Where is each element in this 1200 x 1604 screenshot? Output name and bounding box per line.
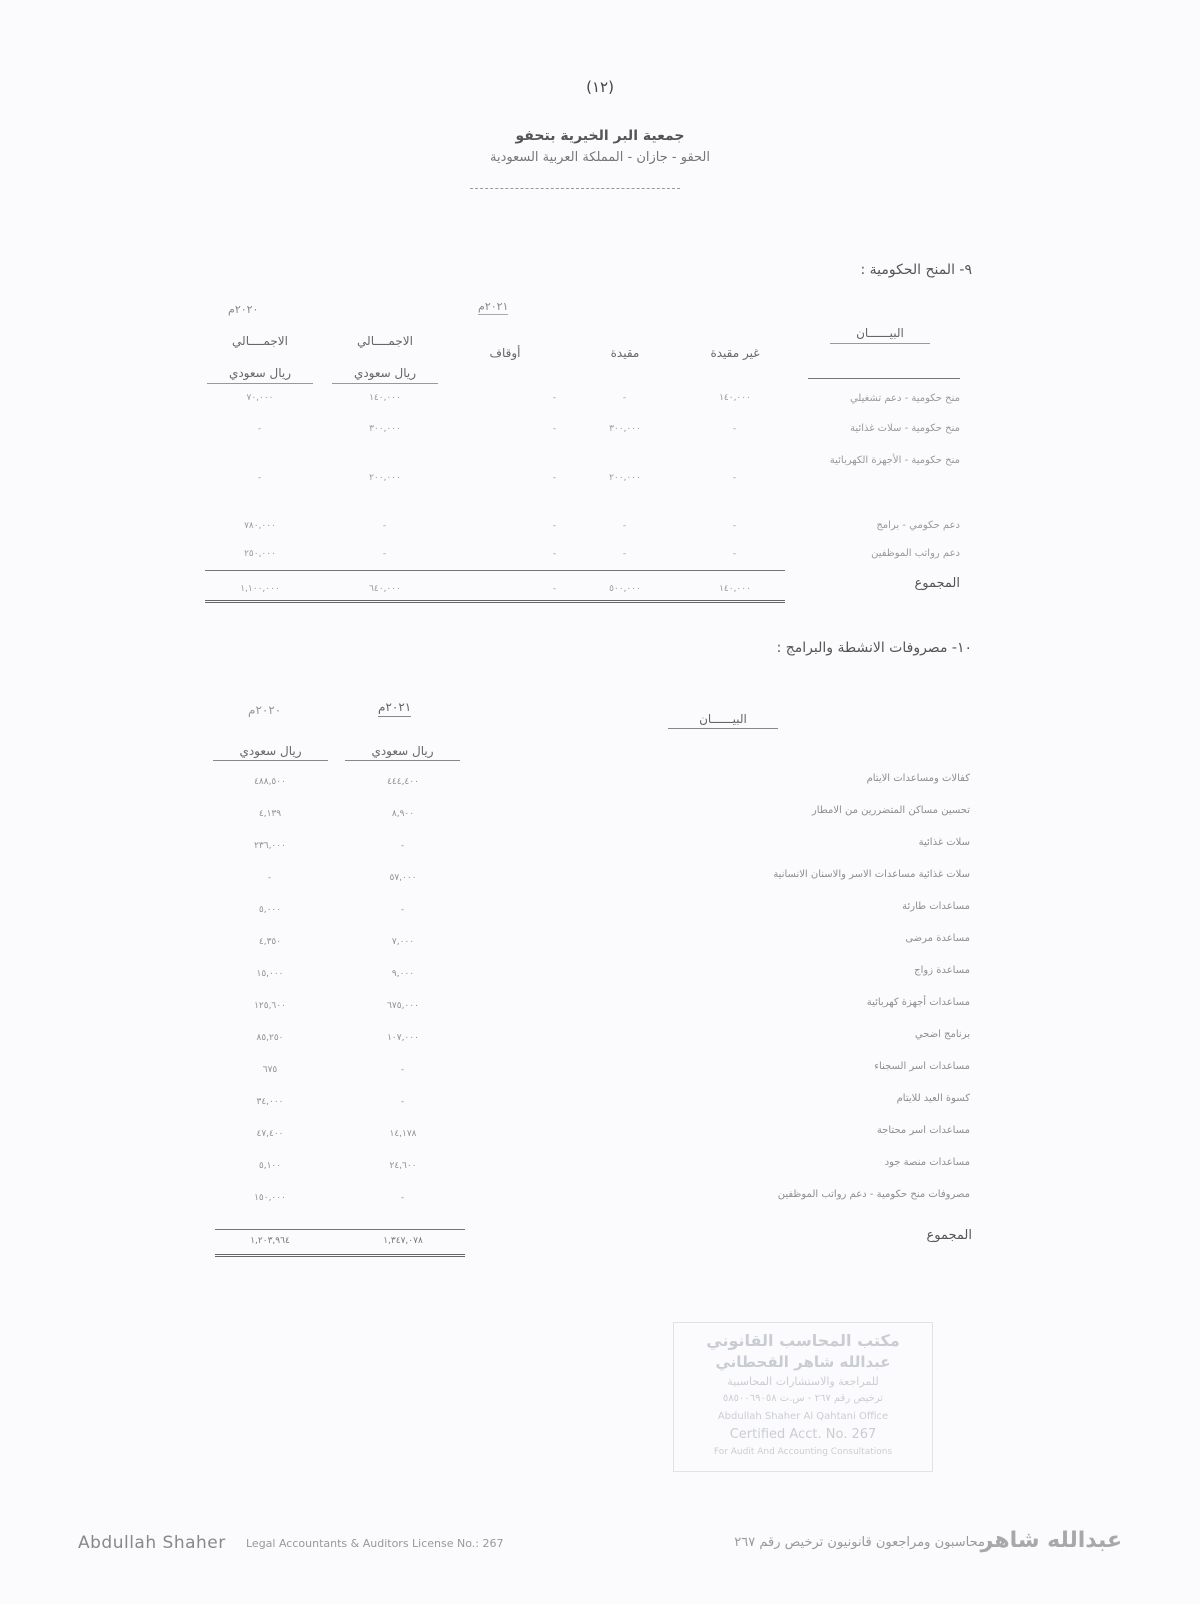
grants-cell-total-prior: - xyxy=(257,473,263,483)
activities-cell-prior: ٥,١٠٠ xyxy=(258,1161,282,1171)
activities-year-prior: ٢٠٢٠م xyxy=(248,703,282,717)
organization-name: جمعية البر الخيرية بتحفو xyxy=(515,128,685,144)
activities-cell-current: ٦٧٥,٠٠٠ xyxy=(387,1001,419,1011)
footer-license-ar: محاسبون ومراجعون قانونيون ترخيص رقم ٢٦٧ xyxy=(734,1535,985,1550)
activities-cell-prior: ٤٨٨,٥٠٠ xyxy=(254,777,286,787)
grants-cell-restricted: ٣٠٠,٠٠٠ xyxy=(609,424,641,434)
activities-cell-prior: ٢٣٦,٠٠٠ xyxy=(254,841,286,851)
activities-row-label: مساعدات منصة جود xyxy=(884,1157,970,1168)
stamp-line: مكتب المحاسب القانوني xyxy=(706,1331,900,1350)
activities-cell-prior: ٤,١٣٩ xyxy=(258,809,282,819)
activities-currency-current: ريال سعودي xyxy=(345,744,460,761)
grants-cell-endowment: - xyxy=(552,473,558,483)
stamp-line: For Audit And Accounting Consultations xyxy=(713,1447,893,1457)
grants-cell-restricted: - xyxy=(622,393,628,403)
auditor-stamp xyxy=(673,1322,933,1472)
grants-col-total-prior: الاجمــــالي xyxy=(232,334,288,348)
activities-cell-current: ٢٤,٦٠٠ xyxy=(389,1161,417,1171)
grants-total-rule-top xyxy=(205,570,785,571)
activities-currency-prior: ريال سعودي xyxy=(213,744,328,761)
stamp-line: Abdullah Shaher Al Qahtani Office xyxy=(717,1411,889,1422)
activities-row-label: مصروفات منح حكومية - دعم رواتب الموظفين xyxy=(777,1189,970,1200)
activities-section-title: ١٠- مصروفات الانشطة والبرامج : xyxy=(776,640,972,656)
activities-cell-current: - xyxy=(400,841,406,851)
stamp-line: ترخيص رقم ٢٦٧ - س.ت ٥٨٥٠٠٦٩٠٥٨ xyxy=(722,1393,884,1404)
activities-row-label: كسوة العيد للايتام xyxy=(896,1093,970,1104)
grants-cell-endowment: - xyxy=(552,521,558,531)
grants-cell-endowment: - xyxy=(552,424,558,434)
grants-cell-unrestricted: - xyxy=(732,424,738,434)
grants-row-label: منح حكومية - الأجهزة الكهربائية xyxy=(829,455,960,466)
activities-total-current: ١,٣٤٧,٠٧٨ xyxy=(383,1236,423,1246)
stamp-line: Certified Acct. No. 267 xyxy=(729,1427,877,1442)
grants-row-label: منح حكومية - دعم تشغيلي xyxy=(849,393,960,404)
grants-cell-unrestricted: - xyxy=(732,521,738,531)
stamp-line: للمراجعة والاستشارات المحاسبية xyxy=(727,1375,879,1388)
grants-cell-restricted: ٢٠٠,٠٠٠ xyxy=(609,473,641,483)
grants-col-unrestricted: غير مقيدة xyxy=(710,346,760,360)
activities-cell-prior: ٣٤,٠٠٠ xyxy=(256,1097,284,1107)
activities-row-label: سلات غذائية مساعدات الاسر والاسنان الانسانية xyxy=(773,869,970,880)
grants-cell-unrestricted: - xyxy=(732,473,738,483)
grants-row-label: منح حكومية - سلات غذائية xyxy=(850,423,960,434)
activities-cell-current: ٤٤٤,٤٠٠ xyxy=(387,777,419,787)
activities-row-label: برنامج اضحي xyxy=(914,1029,970,1040)
grants-year-current: ٢٠٢١م xyxy=(478,300,509,313)
grants-col-total-current: الاجمــــالي xyxy=(357,334,413,348)
activities-row-label: كفالات ومساعدات الايتام xyxy=(866,773,970,784)
page-number: (١٢) xyxy=(586,78,614,96)
grants-header-rule xyxy=(808,378,960,379)
activities-total-rule-bottom xyxy=(215,1254,465,1257)
grants-total-unrestricted: ١٤٠,٠٠٠ xyxy=(719,584,751,594)
grants-cell-total-prior: - xyxy=(257,424,263,434)
activities-cell-prior: ١٥,٠٠٠ xyxy=(256,969,284,979)
grants-cell-restricted: - xyxy=(622,521,628,531)
activities-cell-prior: - xyxy=(267,873,273,883)
activities-cell-current: ٨,٩٠٠ xyxy=(391,809,415,819)
grants-total-rule-bottom xyxy=(205,600,785,603)
activities-row-label: مساعدة زواج xyxy=(914,965,970,976)
grants-cell-restricted: - xyxy=(622,549,628,559)
activities-row-label: مساعدة مرضى xyxy=(905,933,970,944)
activities-cell-current: ٩,٠٠٠ xyxy=(391,969,415,979)
activities-year-current: ٢٠٢١م xyxy=(378,700,411,717)
grants-cell-unrestricted: ١٤٠,٠٠٠ xyxy=(719,393,751,403)
activities-cell-current: - xyxy=(400,1097,406,1107)
activities-cell-prior: ٦٧٥ xyxy=(262,1065,278,1075)
activities-cell-current: ١٠٧,٠٠٠ xyxy=(387,1033,419,1043)
activities-row-label: تحسين مساكن المتضررين من الامطار xyxy=(811,805,970,816)
grants-cell-total-current: ١٤٠,٠٠٠ xyxy=(369,393,401,403)
activities-cell-current: - xyxy=(400,1193,406,1203)
activities-cell-prior: ٤٧,٤٠٠ xyxy=(256,1129,284,1139)
activities-cell-current: ٧,٠٠٠ xyxy=(391,937,415,947)
grants-currency-prior: ريال سعودي xyxy=(207,366,313,384)
grants-cell-total-prior: ٢٥٠,٠٠٠ xyxy=(244,549,276,559)
grants-row-label: دعم رواتب الموظفين xyxy=(871,548,960,559)
activities-row-label: مساعدات طارئة xyxy=(902,901,970,912)
grants-cell-total-current: ٢٠٠,٠٠٠ xyxy=(369,473,401,483)
footer-name-ar: عبدالله شاهر xyxy=(980,1528,1122,1553)
grants-total-endowment: - xyxy=(552,584,558,594)
grants-cell-endowment: - xyxy=(552,393,558,403)
organization-location: الحقو - جازان - المملكة العربية السعودية xyxy=(490,150,710,165)
activities-cell-prior: ٥,٠٠٠ xyxy=(258,905,282,915)
grants-total-restricted: ٥٠٠,٠٠٠ xyxy=(609,584,641,594)
activities-total-rule-top xyxy=(215,1229,465,1230)
activities-cell-current: ٥٧,٠٠٠ xyxy=(389,873,417,883)
activities-row-label: مساعدات أجهزة كهربائية xyxy=(866,997,970,1008)
activities-cell-current: - xyxy=(400,1065,406,1075)
header-divider xyxy=(470,188,680,189)
activities-cell-prior: ١٥٠,٠٠٠ xyxy=(254,1193,286,1203)
grants-cell-total-current: ٣٠٠,٠٠٠ xyxy=(369,424,401,434)
grants-total-total-prior: ١,١٠٠,٠٠٠ xyxy=(240,584,280,594)
activities-row-label: سلات غذائية xyxy=(918,837,970,848)
activities-total-prior: ١,٢٠٣,٩٦٤ xyxy=(250,1236,290,1246)
activities-row-label: مساعدات اسر محتاجة xyxy=(876,1125,970,1136)
grants-col-endowment: أوقاف xyxy=(489,346,521,360)
activities-cell-prior: ٨٥,٢٥٠ xyxy=(256,1033,284,1043)
grants-total-label: المجموع xyxy=(914,576,960,591)
grants-cell-total-current: - xyxy=(382,549,388,559)
footer-license-en: Legal Accountants & Auditors License No.: 267 xyxy=(246,1537,504,1550)
grants-cell-endowment: - xyxy=(552,549,558,559)
grants-section-title: ٩- المنح الحكومية : xyxy=(860,262,972,278)
activities-cell-current: ١٤,١٧٨ xyxy=(389,1129,417,1139)
grants-total-total-current: ٦٤٠,٠٠٠ xyxy=(369,584,401,594)
activities-cell-current: - xyxy=(400,905,406,915)
grants-cell-unrestricted: - xyxy=(732,549,738,559)
grants-cell-total-prior: ٧٨٠,٠٠٠ xyxy=(244,521,276,531)
grants-row-label: دعم حكومي - برامج xyxy=(876,520,960,531)
activities-col-statement: البيــــــان xyxy=(668,712,778,729)
stamp-line: عبدالله شاهر القحطاني xyxy=(715,1353,891,1371)
activities-cell-prior: ١٢٥,٦٠٠ xyxy=(254,1001,286,1011)
footer-name-en: Abdullah Shaher xyxy=(78,1533,226,1553)
activities-total-label: المجموع xyxy=(926,1228,972,1243)
grants-year-prior: ٢٠٢٠م xyxy=(228,303,259,316)
grants-currency-current: ريال سعودي xyxy=(332,366,438,384)
grants-col-statement: البيــــــان xyxy=(830,326,930,344)
activities-row-label: مساعدات اسر السجناء xyxy=(874,1061,970,1072)
grants-cell-total-current: - xyxy=(382,521,388,531)
activities-cell-prior: ٤,٣٥٠ xyxy=(258,937,282,947)
grants-col-restricted: مقيدة xyxy=(610,346,640,360)
grants-cell-total-prior: ٧٠,٠٠٠ xyxy=(246,393,274,403)
